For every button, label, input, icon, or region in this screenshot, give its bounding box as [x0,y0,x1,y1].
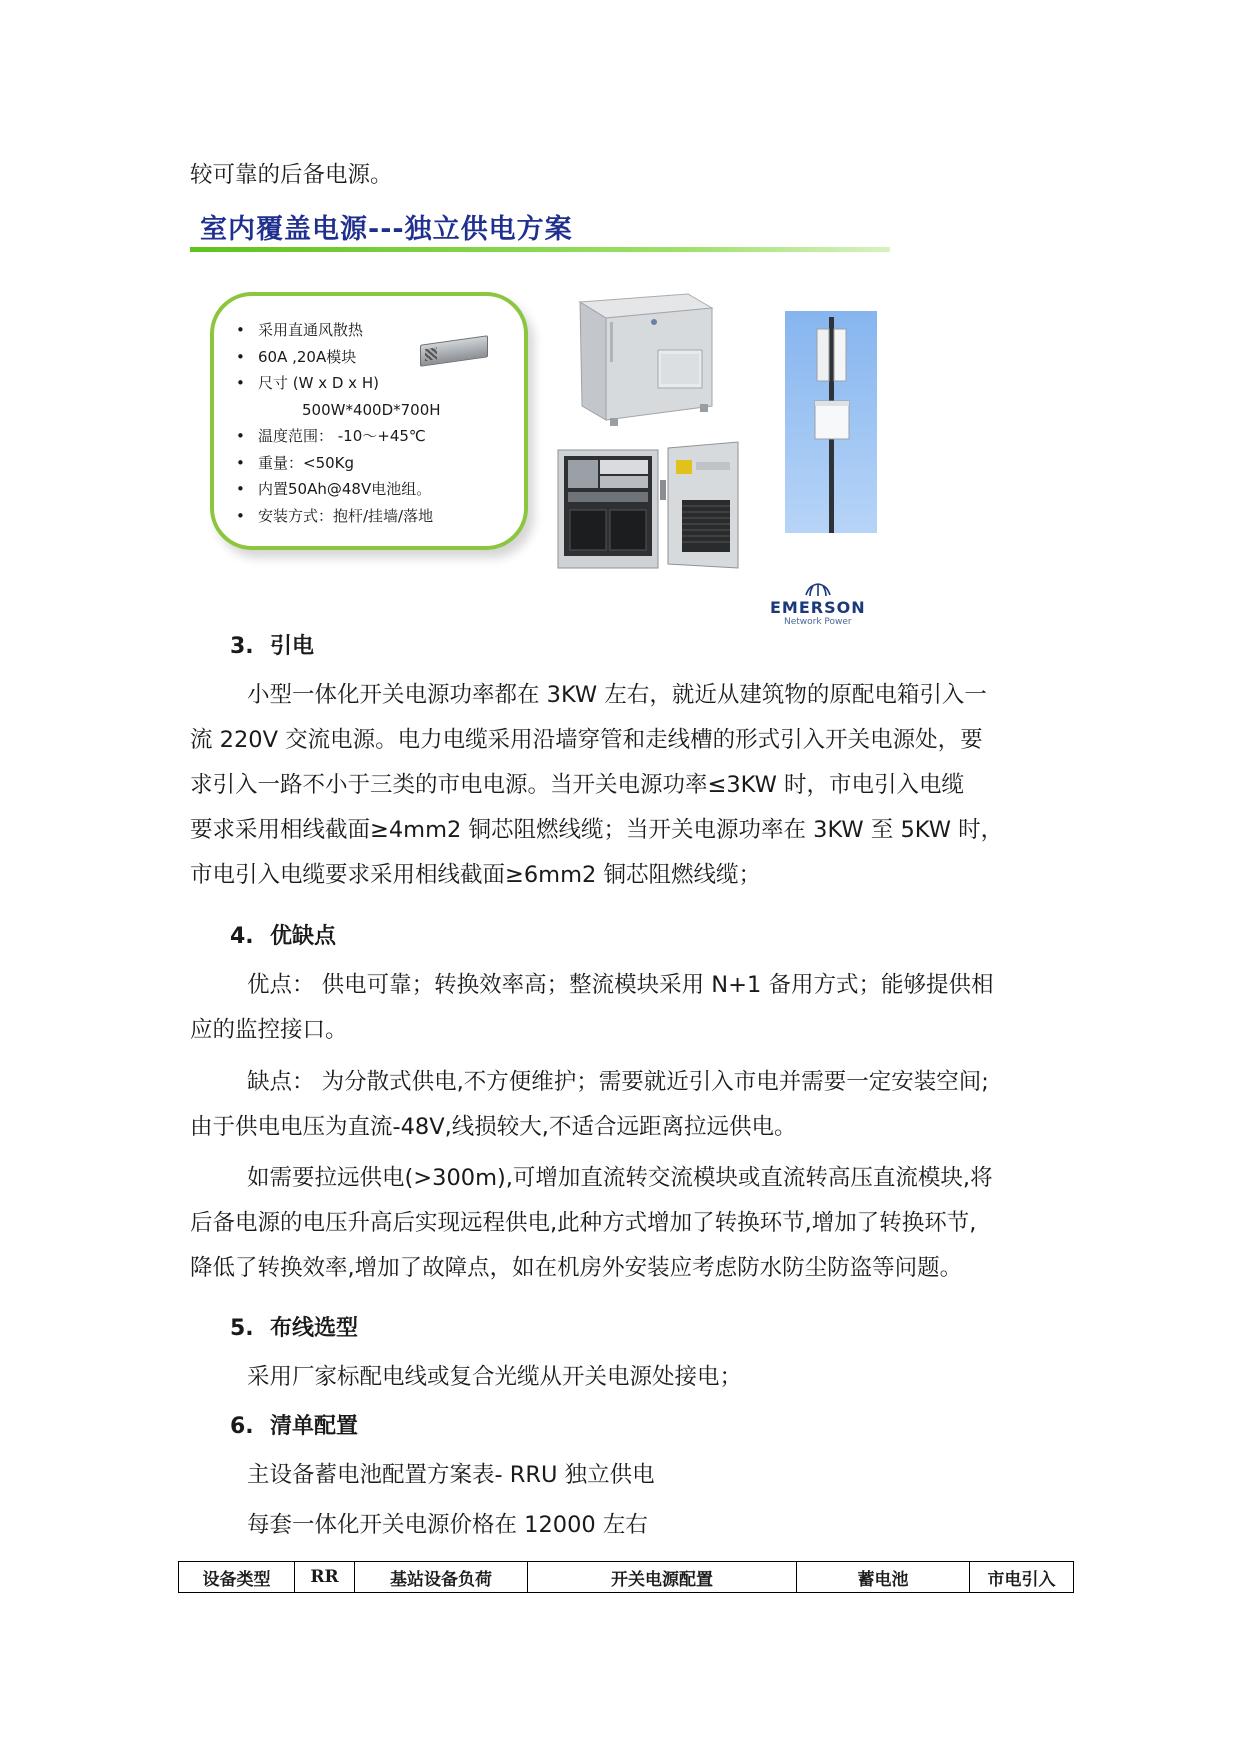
spec-item: • 安装方式：抱杆/挂墙/落地 [236,506,434,525]
paragraph-line: 采用厂家标配电线或复合光缆从开关电源处接电； [247,1364,743,1390]
paragraph-line: 主设备蓄电池配置方案表- RRU 独立供电 [247,1462,655,1488]
spec-item: • 尺寸 (W x D x H) [236,374,379,392]
paragraph-line: 缺点： 为分散式供电,不方便维护；需要就近引入市电并需要一定安装空间; [247,1069,989,1095]
cabinet-open-image [556,440,744,574]
spec-list [236,317,441,529]
spec-item: • 重量：<50Kg [236,453,355,472]
figure-title: 室内覆盖电源---独立供电方案 [200,214,573,245]
paragraph-line: 小型一体化开关电源功率都在 3KW 左右，就近从建筑物的原配电箱引入一 [247,682,987,708]
spec-item: • 温度范围： -10～+45℃ [236,427,426,445]
spec-box [210,292,528,550]
table-header-cell: RR [295,1562,355,1593]
paragraph-line: 要求采用相线截面≥4mm2 铜芯阻燃线缆；当开关电源功率在 3KW 至 5KW 时， [190,817,1004,843]
table-header-cell: 设备类型 [179,1562,295,1593]
section-heading-6: 6. 清单配置 [230,1414,359,1439]
spec-item: • 采用直通风散热 [236,321,364,339]
spec-item: • 60A ,20A模块 [236,347,357,366]
pole-mount-image [785,311,877,533]
paragraph-line: 应的监控接口。 [190,1017,348,1043]
emerson-logo: EMERSON Network Power [770,583,866,628]
paragraph-line: 求引入一路不小于三类的市电电源。当开关电源功率≤3KW 时，市电引入电缆 [190,772,965,798]
table-header-row [179,1562,1074,1593]
table-header-cell: 开关电源配置 [528,1562,797,1593]
config-table [178,1561,1074,1593]
figure-title-rule [190,247,890,252]
section-heading-4: 4. 优缺点 [230,924,337,949]
paragraph-line: 后备电源的电压升高后实现远程供电,此种方式增加了转换环节,增加了转换环节, [190,1210,977,1236]
spec-item: 500W*400D*700H [302,400,441,419]
table-header-cell: 市电引入 [970,1562,1074,1593]
table-header-cell: 基站设备负荷 [355,1562,528,1593]
spec-item: • 内置50Ah@48V电池组。 [236,480,432,498]
table-header-cell: 蓄电池 [797,1562,970,1593]
section-heading-5: 5. 布线选型 [230,1316,359,1341]
emerson-logo-mark-icon [805,583,831,597]
cabinet-closed-image [570,288,720,428]
paragraph-line: 优点： 供电可靠；转换效率高；整流模块采用 N+1 备用方式；能够提供相 [247,972,994,998]
paragraph-line: 市电引入电缆要求采用相线截面≥6mm2 铜芯阻燃线缆； [190,862,761,888]
paragraph-line: 较可靠的后备电源。 [190,162,393,188]
section-heading-3: 3. 引电 [230,634,315,659]
paragraph-line: 降低了转换效率,增加了故障点，如在机房外安装应考虑防水防尘防盗等问题。 [190,1255,963,1281]
paragraph-line: 每套一体化开关电源价格在 12000 左右 [247,1512,648,1538]
paragraph-line: 由于供电电压为直流-48V,线损较大,不适合远距离拉远供电。 [190,1114,797,1140]
paragraph-line: 流 220V 交流电源。电力电缆采用沿墙穿管和走线槽的形式引入开关电源处，要 [190,727,983,753]
paragraph-line: 如需要拉远供电(>300m),可增加直流转交流模块或直流转高压直流模块,将 [247,1165,993,1191]
